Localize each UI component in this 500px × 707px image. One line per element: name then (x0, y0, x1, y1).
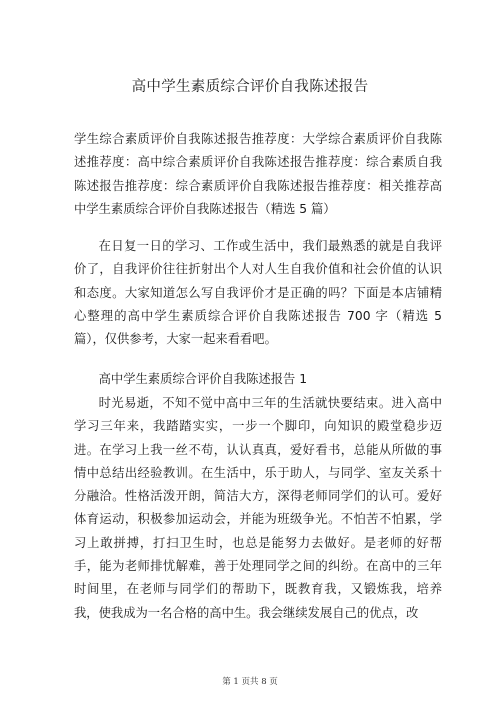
intro-paragraph: 在日复一日的学习、工作或生活中，我们最熟悉的就是自我评价了，自我评价往往折射出个人对人生自我价值和社会价值的认识和态度。大家知道怎么写自我评价才是正确的吗？下面是本店铺精心整理的高中学生素质综合评价自我陈述报告 700 字（精选 5 篇），仅供参考，大家一起来看看吧。 (74, 239, 442, 347)
recommendation-paragraph: 学生综合素质评价自我陈述报告推荐度：大学综合素质评价自我陈述推荐度：高中综合素质评价自我陈述报告推荐度：综合素质自我陈述报告推荐度：综合素质评价自我陈述报告推荐度：相关推荐高中学生素质综合评价自我陈述报告（精选 5 篇） (74, 132, 442, 216)
document-title: 高中学生素质综合评价自我陈述报告 (131, 79, 369, 95)
section-heading: 高中学生素质综合评价自我陈述报告 1 (98, 372, 308, 386)
body-paragraph: 时光易逝，不知不觉中高中三年的生活就快要结束。进入高中学习三年来，我踏踏实实，一步一个脚印，向知识的殿堂稳步迈进。在学习上我一丝不苟，认认真真，爱好看书，总能从所做的事情中总结出经验教训。在生活中，乐于助人，与同学、室友关系十分融洽。性格活泼开朗，简洁大方，深得老师同学们的认可。爱好体育运动，积极参加运动会，并能为班级争光。不怕苦不怕累，学习上敢拼搏，打扫卫生时，也总是能努力去做好。是老师的好帮手，能为老师排忧解难，善于处理同学之间的纠纷。在高中的三年时间里，在老师与同学们的帮助下，既教育我，又锻炼我，培养我，使我成为一名合格的高中生。我会继续发展自己的优点，改 (74, 396, 442, 620)
page-footer: 第 1 页共 8 页 (222, 677, 278, 687)
